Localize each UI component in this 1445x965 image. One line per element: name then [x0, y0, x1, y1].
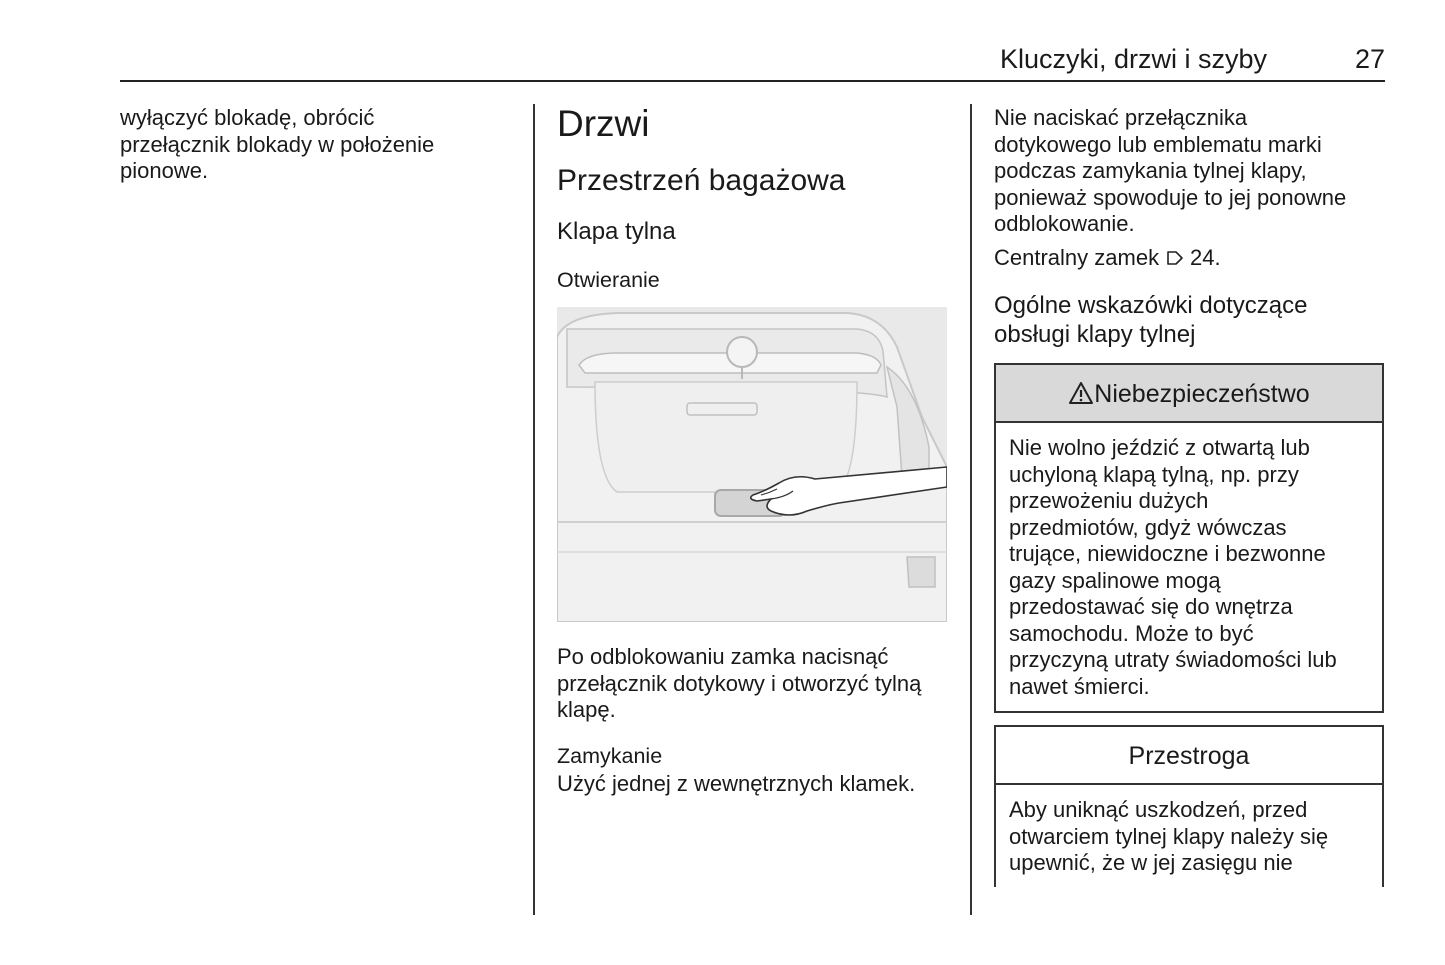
heading-line: obsługi klapy tylnej — [994, 321, 1196, 348]
arrow-reference-icon — [1166, 249, 1184, 267]
text-line: Nie naciskać przełącznika — [994, 105, 1248, 130]
danger-title: Niebezpieczeństwo — [1094, 380, 1310, 408]
heading-drzwi — [557, 102, 649, 146]
text-line: podczas zamykania tylnej klapy, — [994, 158, 1307, 183]
danger-body — [996, 423, 1382, 710]
crossref-page: 24. — [1189, 245, 1221, 270]
heading-line: Ogólne wskazówki dotyczące — [994, 292, 1308, 319]
continued-paragraph — [120, 105, 520, 185]
text-line: przedmiotów, gdyż wówczas — [1009, 514, 1287, 540]
danger-box — [994, 363, 1384, 713]
subchapter-heading: Przestrzeń bagażowa — [557, 164, 846, 197]
text-line: przełącznik dotykowy i otworzyć tylną — [557, 670, 922, 696]
text-line: klapę. — [557, 697, 616, 722]
text-line: odblokowanie. — [994, 211, 1135, 236]
caution-body — [996, 785, 1382, 887]
text-line: Aby uniknąć uszkodzeń, przed — [1009, 797, 1308, 822]
text-line: wyłączyć blokadę, obrócić — [120, 105, 375, 130]
tailgate-figure — [557, 307, 947, 622]
text-line: przedostawać się do wnętrza — [1009, 594, 1293, 619]
text-line: otwarciem tylnej klapy należy się — [1009, 823, 1329, 849]
chapter-heading: Drzwi — [557, 103, 650, 144]
text-line: samochodu. Może to być — [1009, 620, 1254, 646]
cross-reference[interactable] — [994, 245, 1221, 272]
section-heading: Klapa tylna — [557, 218, 676, 245]
text-line: Po odblokowaniu zamka nacisnąć — [557, 644, 889, 669]
text-line: upewnić, że w jej zasięgu nie — [1009, 850, 1293, 875]
text-line: pionowe. — [120, 158, 209, 183]
text-line: nawet śmierci. — [1009, 673, 1150, 699]
text-line: gazy spalinowe mogą — [1009, 567, 1221, 593]
danger-header — [996, 365, 1382, 423]
opening-paragraph — [557, 644, 957, 724]
text-line: przełącznik blokady w położenie — [120, 131, 435, 157]
header-divider — [120, 80, 1385, 82]
section-title: Kluczyki, drzwi i szyby — [999, 44, 1267, 74]
car-tailgate-hand-illustration — [557, 307, 947, 622]
column-1 — [120, 105, 520, 185]
column-divider-left — [533, 104, 535, 915]
text-line: uchyloną klapą tylną, np. przy — [1009, 461, 1299, 487]
general-heading — [994, 291, 1389, 349]
text-line: przyczyną utraty świadomości lub — [1009, 647, 1337, 672]
caution-header: Przestroga — [996, 727, 1382, 785]
text-line: ponieważ spowoduje to jej ponowne — [994, 184, 1347, 210]
text-line: trujące, niewidoczne i bezwonne — [1009, 541, 1326, 566]
text-line: przewożeniu dużych — [1009, 488, 1209, 513]
subsection-heading-opening: Otwieranie — [557, 268, 660, 292]
subsection-heading-closing: Zamykanie — [557, 744, 663, 768]
column-divider-right — [970, 104, 972, 915]
text-line: Nie wolno jeździć z otwartą lub — [1009, 435, 1310, 460]
crossref-text: Centralny zamek — [994, 245, 1160, 270]
text-line: dotykowego lub emblematu marki — [994, 131, 1322, 157]
intro-paragraph — [994, 105, 1389, 238]
page-number: 27 — [1354, 44, 1385, 74]
warning-triangle-icon — [1068, 381, 1094, 405]
closing-paragraph: Użyć jednej z wewnętrznych klamek. — [557, 771, 916, 796]
caution-box — [994, 725, 1384, 887]
